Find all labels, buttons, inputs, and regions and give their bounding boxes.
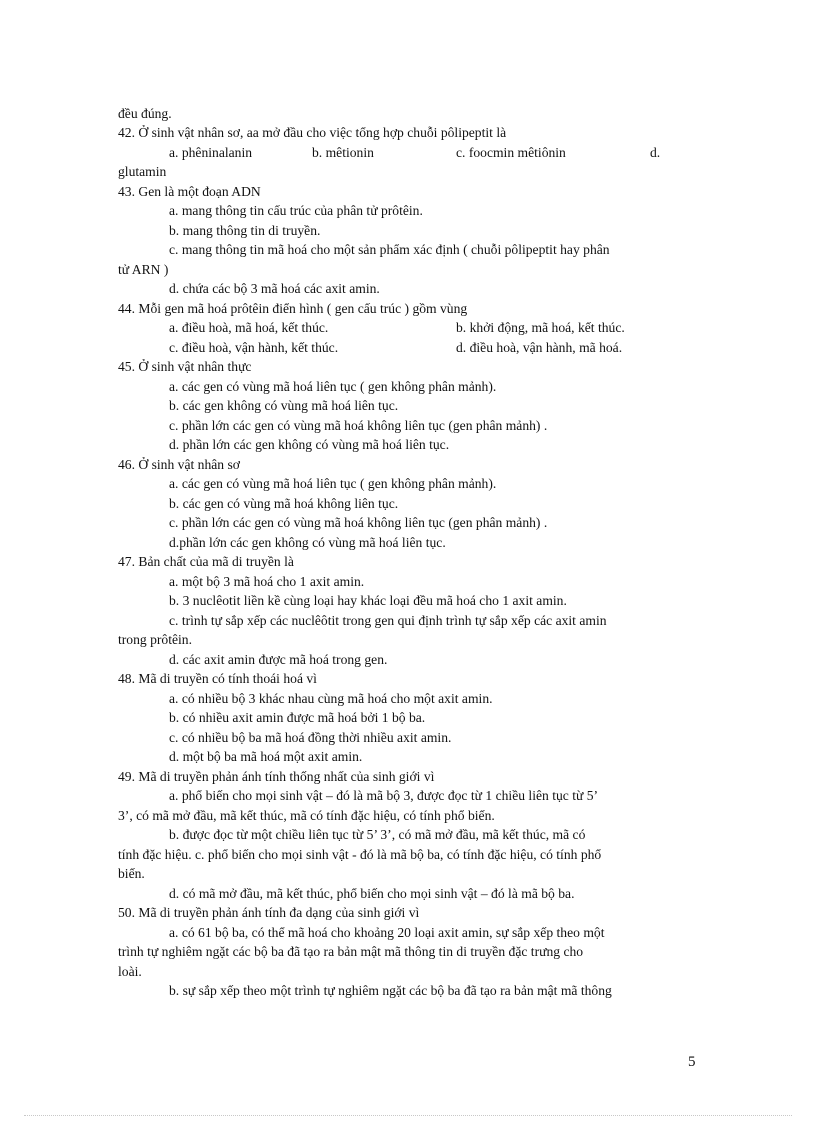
q43-option-c: c. mang thông tin mã hoá cho một sản phẩm xác định ( chuỗi pôlipeptit hay phân <box>169 242 610 257</box>
question-48-stem: 48. Mã di truyền có tính thoái hoá vì <box>118 671 317 686</box>
q50-option-b: b. sự sắp xếp theo một trình tự nghiêm ngặt các bộ ba đã tạo ra bản mật mã thông <box>169 983 612 998</box>
q42-option-b: b. mêtionin <box>312 145 374 160</box>
q50-option-a-cont-2: loài. <box>118 964 142 979</box>
q49-option-c-cont: biến. <box>118 866 145 881</box>
page-bottom-border <box>24 1115 792 1116</box>
q45-option-c: c. phần lớn các gen có vùng mã hoá không liên tục (gen phân mảnh) . <box>169 418 548 433</box>
question-47-stem: 47. Bản chất của mã di truyền là <box>118 554 294 569</box>
q44-option-d: d. điều hoà, vận hành, mã hoá. <box>456 340 623 355</box>
q47-option-b: b. 3 nuclêotit liền kề cùng loại hay khác loại đều mã hoá cho 1 axit amin. <box>169 593 567 608</box>
q46-option-a: a. các gen có vùng mã hoá liên tục ( gen không phân mảnh). <box>169 476 497 491</box>
q43-option-a: a. mang thông tin cấu trúc của phân tử prôtêin. <box>169 203 423 218</box>
q49-option-a: a. phổ biến cho mọi sinh vật – đó là mã bộ 3, được đọc từ 1 chiều liên tục từ 5’ <box>169 788 599 803</box>
q47-option-a: a. một bộ 3 mã hoá cho 1 axit amin. <box>169 574 365 589</box>
q49-option-d: d. có mã mở đầu, mã kết thúc, phổ biến cho mọi sinh vật – đó là mã bộ ba. <box>169 886 575 901</box>
q43-option-c-cont: tử ARN ) <box>118 262 169 277</box>
question-49-stem: 49. Mã di truyền phản ánh tính thống nhất của sinh giới vì <box>118 769 435 784</box>
q45-option-b: b. các gen không có vùng mã hoá liên tục. <box>169 398 399 413</box>
q48-option-b: b. có nhiều axit amin được mã hoá bởi 1 bộ ba. <box>169 710 426 725</box>
q45-option-d: d. phần lớn các gen không có vùng mã hoá liên tục. <box>169 437 450 452</box>
q49-option-b: b. được đọc từ một chiều liên tục từ 5’ 3’, có mã mở đầu, mã kết thúc, mã có <box>169 827 586 842</box>
question-43-stem: 43. Gen là một đoạn ADN <box>118 184 261 199</box>
q46-option-c: c. phần lớn các gen có vùng mã hoá không liên tục (gen phân mảnh) . <box>169 515 548 530</box>
q44-option-c: c. điều hoà, vận hành, kết thúc. <box>169 340 339 355</box>
q42-option-d: d. <box>650 145 661 160</box>
q49-option-b-cont: tính đặc hiệu. c. phổ biến cho mọi sinh vật - đó là mã bộ ba, có tính đặc hiệu, có tính phổ <box>118 847 602 862</box>
q43-option-d: d. chứa các bộ 3 mã hoá các axit amin. <box>169 281 380 296</box>
intro-tail: đều đúng. <box>118 106 172 121</box>
q48-option-c: c. có nhiều bộ ba mã hoá đồng thời nhiều axit amin. <box>169 730 452 745</box>
question-44-stem: 44. Mỗi gen mã hoá prôtêin điển hình ( gen cấu trúc ) gồm vùng <box>118 301 468 316</box>
q46-option-b: b. các gen có vùng mã hoá không liên tục. <box>169 496 399 511</box>
q50-option-a: a. có 61 bộ ba, có thể mã hoá cho khoảng 20 loại axit amin, sự sắp xếp theo một <box>169 925 605 940</box>
q48-option-a: a. có nhiều bộ 3 khác nhau cùng mã hoá cho một axit amin. <box>169 691 493 706</box>
q47-option-c: c. trình tự sắp xếp các nuclêôtit trong gen qui định trình tự sắp xếp các axit amin <box>169 613 607 628</box>
question-45-stem: 45. Ở sinh vật nhân thực <box>118 359 252 374</box>
q47-option-d: d. các axit amin được mã hoá trong gen. <box>169 652 388 667</box>
q42-option-a: a. phêninalanin <box>169 145 253 160</box>
q50-option-a-cont: trình tự nghiêm ngặt các bộ ba đã tạo ra bản mật mã thông tin di truyền đặc trưng cho <box>118 944 584 959</box>
q46-option-d: d.phần lớn các gen không có vùng mã hoá liên tục. <box>169 535 446 550</box>
q44-option-a: a. điều hoà, mã hoá, kết thúc. <box>169 320 329 335</box>
q43-option-b: b. mang thông tin di truyền. <box>169 223 321 238</box>
q49-option-a-cont: 3’, có mã mở đầu, mã kết thúc, mã có tính đặc hiệu, có tính phổ biến. <box>118 808 495 823</box>
question-50-stem: 50. Mã di truyền phản ánh tính đa dạng của sinh giới vì <box>118 905 420 920</box>
q47-option-c-cont: trong prôtêin. <box>118 632 192 647</box>
q42-option-c: c. foocmin mêtiônin <box>456 145 566 160</box>
question-46-stem: 46. Ở sinh vật nhân sơ <box>118 457 240 472</box>
q42-option-d-overflow: glutamin <box>118 164 167 179</box>
question-42-stem: 42. Ở sinh vật nhân sơ, aa mở đầu cho việc tổng hợp chuỗi pôlipeptit là <box>118 125 507 140</box>
q45-option-a: a. các gen có vùng mã hoá liên tục ( gen không phân mảnh). <box>169 379 497 394</box>
page-number: 5 <box>688 1054 696 1070</box>
q48-option-d: d. một bộ ba mã hoá một axit amin. <box>169 749 363 764</box>
q44-option-b: b. khởi động, mã hoá, kết thúc. <box>456 320 625 335</box>
